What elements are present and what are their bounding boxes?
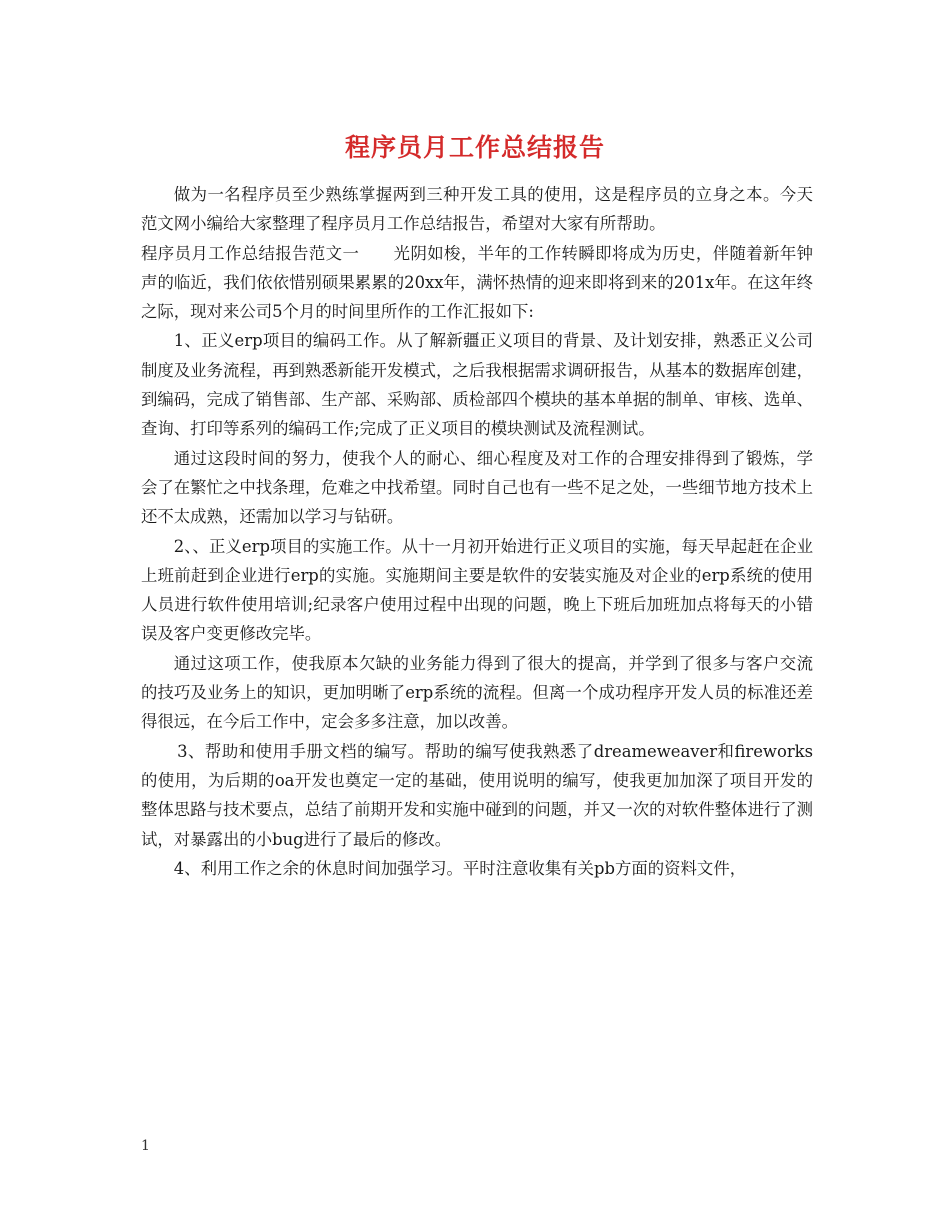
document-body: [141, 180, 813, 883]
page-number: 1: [141, 1138, 150, 1154]
sample-opening: 光阴如梭，半年的工作转瞬即将成为历史，伴随着新年钟声的临近，我们依依惜别硕果累累的20xx年，满怀热情的迎来即将到来的201x年。在这年终之际，现对来公司5个月的时间里所作的工作汇报如下:: [141, 243, 814, 322]
sample-paragraph: [141, 239, 813, 327]
document-title: 程序员月工作总结报告: [344, 133, 605, 162]
paragraph-coding-reflection: 通过这段时间的努力，使我个人的耐心、细心程度及对工作的合理安排得到了锻炼，学会了在繁忙之中找条理，危难之中找希望。同时自己也有一些不足之处，一些细节地方技术上还不太成熟，还需加以学习与钻研。: [141, 448, 814, 527]
paragraph-implementation-reflection: 通过这项工作，使我原本欠缺的业务能力得到了很大的提高，并学到了很多与客户交流的技巧及业务上的知识，更加明晰了erp系统的流程。但离一个成功程序开发人员的标准还差得很远，在今后工作中，定会多多注意，加以改善。: [141, 653, 813, 732]
paragraph-erp-coding: 1、正义erp项目的编码工作。从了解新疆正义项目的背景、及计划安排，熟悉正义公司制度及业务流程，再到熟悉新能开发模式，之后我根据需求调研报告，从基本的数据库创建，到编码，完成了销售部、生产部、采购部、质检部四个模块的基本单据的制单、审核、选单、查询、打印等系列的编码工作;完成了正义项目的模块测试及流程测试。: [141, 331, 814, 439]
intro-paragraph: 做为一名程序员至少熟练掌握两到三种开发工具的使用，这是程序员的立身之本。今天范文网小编给大家整理了程序员月工作总结报告，希望对大家有所帮助。: [141, 185, 813, 234]
sample-heading: 程序员月工作总结报告范文一: [141, 243, 360, 263]
paragraph-erp-implementation: 2、、正义erp项目的实施工作。从十一月初开始进行正义项目的实施，每天早起赶在企业上班前赶到企业进行erp的实施。实施期间主要是软件的安装实施及对企业的erp系统的使用人员进行软件使用培训;纪录客户使用过程中出现的问题，晚上下班后加班加点将每天的小错误及客户变更修改完毕。: [141, 536, 813, 644]
paragraph-help-manual: 3、帮助和使用手册文档的编写。帮助的编写使我熟悉了dreameweaver和fireworks的使用，为后期的oa开发也奠定一定的基础，使用说明的编写，使我更加加深了项目开发的整体思路与技术要点，总结了前期开发和实施中碰到的问题，并又一次的对软件整体进行了测试，对暴露出的小bug进行了最后的修改。: [141, 741, 814, 849]
paragraph-study: 4、利用工作之余的休息时间加强学习。平时注意收集有关pb方面的资料文件，: [173, 858, 747, 878]
